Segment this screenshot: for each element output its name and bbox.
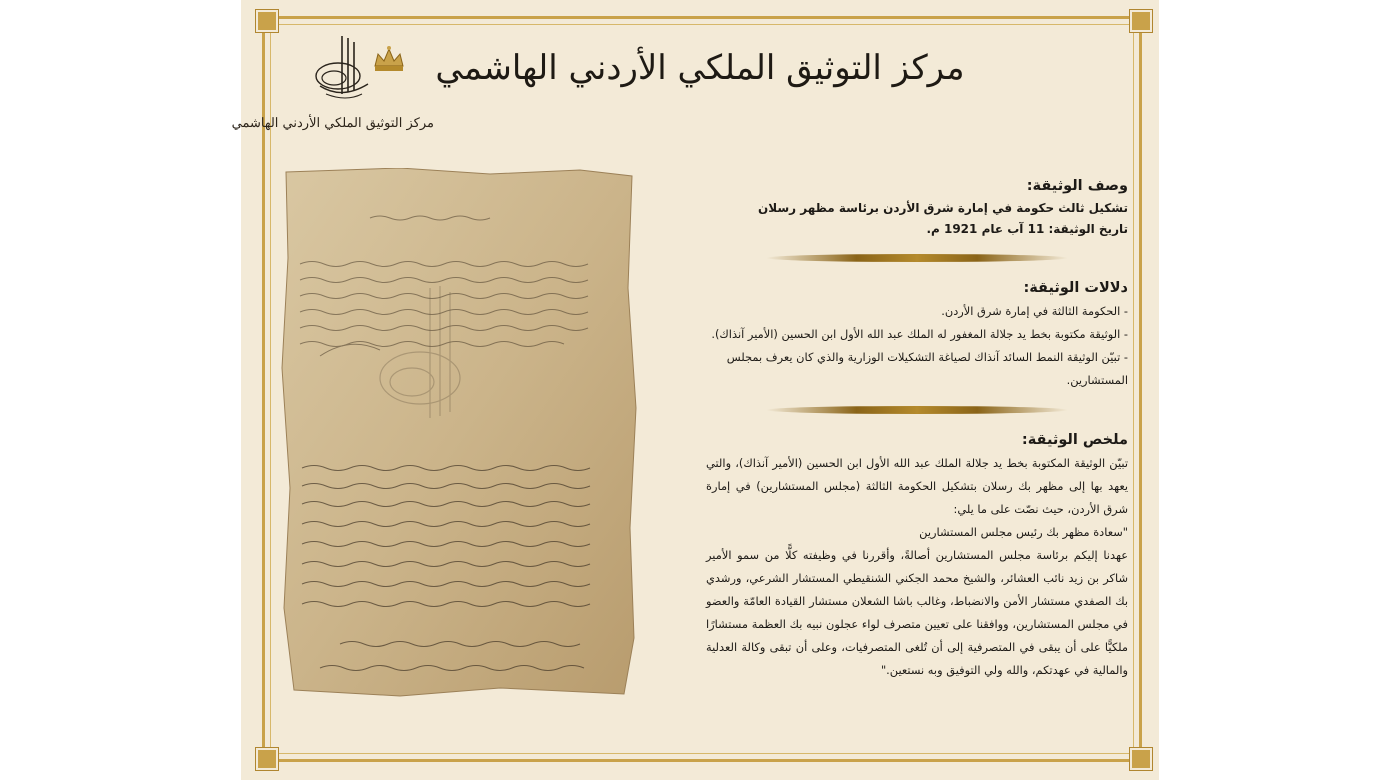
description-section — [706, 174, 1128, 240]
tughra-icon — [312, 34, 374, 104]
significance-item: - تبيّن الوثيقة النمط السائد آنذاك لصياغة التشكيلات الوزارية والذي كان يعرف بمجلس — [726, 350, 1128, 364]
summary-body: عهدنا إليكم برئاسة مجلس المستشارين أصالةً، وأقررنا في وظيفته كلًّا من سمو الأمير شاكر بن زيد نائب العشائر، والشيخ محمد الجكني الشنقيطي المستشار الشرعي، ورشدي بك الصفدي مستشار الأمن والانضباط، وغالب باشا الشعلان مستشار القيادة العامّة والعضو في مجلس المستشارين، ووافقنا على تعيين متصرف لواء عجلون نبيه بك العظمة مستشارًا ملكيًّا على أن يبقى في المتصرفية إلى أن تُلغى المتصرفيات، وعلى أن تبقى وكالة العدلية والمالية في عهدتكم، والله ولي التوفيق وبه نستعين." — [706, 548, 1128, 677]
logo-caption: مركز التوثيق الملكي الأردني الهاشمي — [231, 116, 434, 131]
frame-corner-ornament — [256, 10, 278, 32]
summary-heading: ملخص الوثيقة: — [1021, 432, 1128, 448]
significance-item: - الحكومة الثالثة في إمارة شرق الأردن. — [941, 304, 1128, 318]
historical-document-image — [280, 168, 640, 698]
summary-salutation: "سعادة مظهر بك رئيس مجلس المستشارين — [919, 525, 1128, 539]
summary-intro: تبيّن الوثيقة المكتوبة بخط يد جلالة الملك عبد الله الأول ابن الحسين (الأمير آنذاك)، والتي يعهد بها إلى مظهر بك رسلان بتشكيل الحكومة الثالثة (مجلس المستشارين) في إمارة شرق الأردن، حيث نصّت على ما يلي: — [706, 456, 1128, 516]
frame-corner-ornament — [1130, 748, 1152, 770]
frame-corner-ornament — [1130, 10, 1152, 32]
significance-item: - الوثيقة مكتوبة بخط يد جلالة المغفور له الملك عبد الله الأول ابن الحسين (الأمير آنذاك). — [711, 327, 1128, 341]
page-title: مركز التوثيق الملكي الأردني الهاشمي — [435, 48, 965, 88]
crown-icon — [372, 44, 406, 74]
frame-corner-ornament — [256, 748, 278, 770]
gold-divider — [766, 406, 1068, 414]
summary-section — [706, 428, 1128, 682]
gold-divider — [766, 254, 1068, 262]
significance-item: المستشارين. — [1066, 373, 1128, 387]
significance-section — [706, 276, 1128, 392]
significance-heading: دلالات الوثيقة: — [1023, 280, 1128, 296]
document-info — [706, 174, 1128, 682]
document-date: تاريخ الوثيقة: 11 آب عام 1921 م. — [926, 222, 1128, 236]
description-heading: وصف الوثيقة: — [1026, 178, 1128, 194]
document-subject: تشكيل ثالث حكومة في إمارة شرق الأردن برئاسة مظهر رسلان — [757, 201, 1128, 215]
